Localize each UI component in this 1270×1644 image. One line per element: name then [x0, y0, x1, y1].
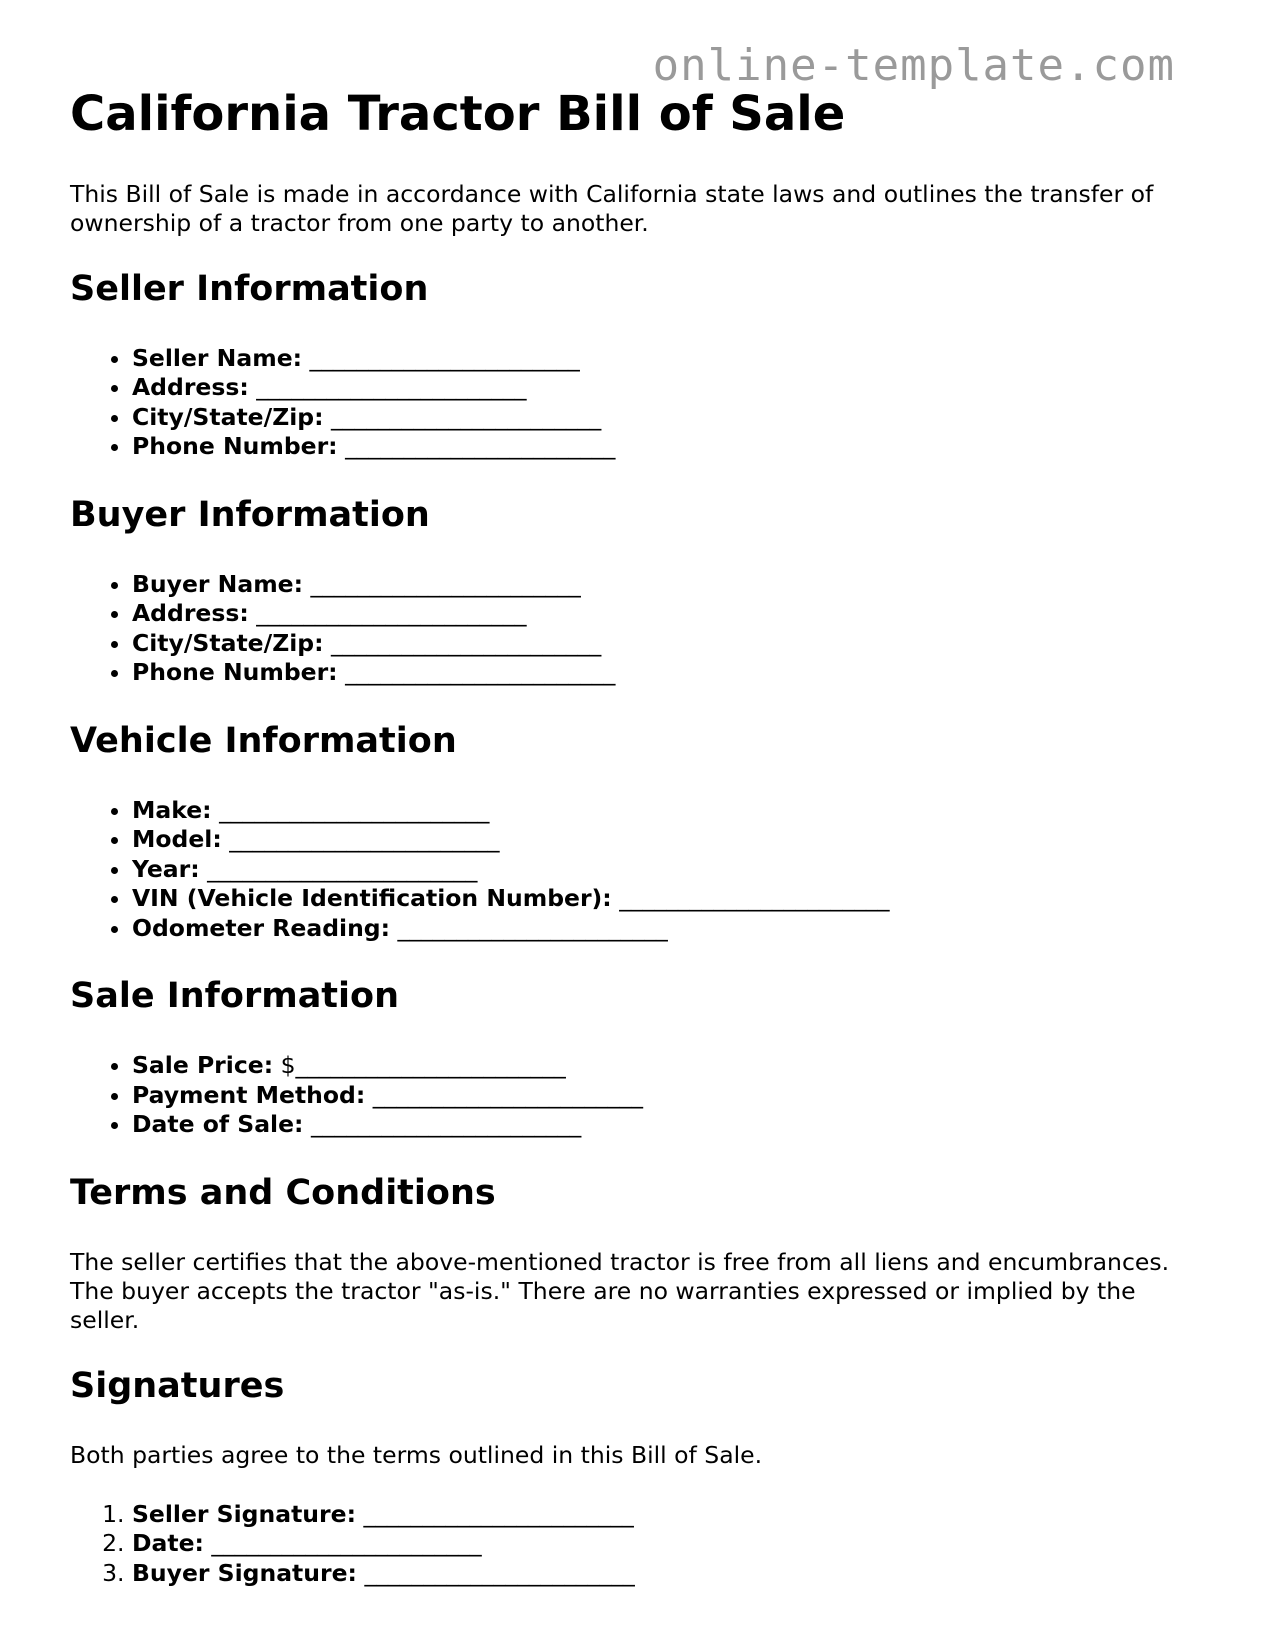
- buyer-field: • Address: _______________________: [132, 599, 1190, 629]
- document: [70, 86, 1190, 1620]
- sale-heading: Sale Information: [70, 976, 399, 1017]
- seller-field: • Address: _______________________: [132, 373, 1190, 403]
- vehicle-field: • Make: _______________________: [132, 796, 1190, 826]
- sale-fields: [70, 1051, 1190, 1140]
- sale-field: • Date of Sale: _______________________: [132, 1110, 1190, 1140]
- signatures-paragraph: Both parties agree to the terms outlined in this Bill of Sale.: [70, 1440, 763, 1469]
- vehicle-field: • Model: _______________________: [132, 825, 1190, 855]
- vehicle-fields: [70, 796, 1190, 944]
- intro-paragraph: This Bill of Sale is made in accordance with California state laws and outlines the transfer of ownership of a tractor from one party to another.: [70, 179, 1154, 237]
- buyer-heading: Buyer Information: [70, 494, 430, 535]
- seller-heading: Seller Information: [70, 268, 429, 309]
- vehicle-field: • VIN (Vehicle Identification Number): _______________________: [132, 884, 1190, 914]
- seller-field: • Phone Number: _______________________: [132, 432, 1190, 462]
- page-title: California Tractor Bill of Sale: [70, 86, 846, 142]
- buyer-field: • Phone Number: _______________________: [132, 658, 1190, 688]
- seller-fields: [70, 344, 1190, 462]
- signature-field: 3. Buyer Signature: _______________________: [132, 1559, 1190, 1589]
- sale-field: • Payment Method: _______________________: [132, 1081, 1190, 1111]
- terms-paragraph: The seller certifies that the above-mentioned tractor is free from all liens and encumbrances. The buyer accepts the tractor "as-is." There are no warranties expressed or implied by the seller.: [70, 1247, 1170, 1334]
- seller-field: • Seller Name: _______________________: [132, 344, 1190, 374]
- vehicle-field: • Year: _______________________: [132, 855, 1190, 885]
- seller-field: • City/State/Zip: _______________________: [132, 403, 1190, 433]
- signature-field: 1. Seller Signature: _______________________: [132, 1500, 1190, 1530]
- vehicle-field: • Odometer Reading: _______________________: [132, 914, 1190, 944]
- watermark: online-template.com: [652, 40, 1175, 91]
- buyer-field: • City/State/Zip: _______________________: [132, 629, 1190, 659]
- buyer-fields: [70, 570, 1190, 688]
- signatures-heading: Signatures: [70, 1365, 285, 1406]
- sale-field: • Sale Price: $_______________________: [132, 1051, 1190, 1081]
- buyer-field: • Buyer Name: _______________________: [132, 570, 1190, 600]
- signature-field: 2. Date: _______________________: [132, 1529, 1190, 1559]
- signature-fields: [70, 1500, 1190, 1589]
- vehicle-heading: Vehicle Information: [70, 720, 457, 761]
- terms-heading: Terms and Conditions: [70, 1172, 496, 1213]
